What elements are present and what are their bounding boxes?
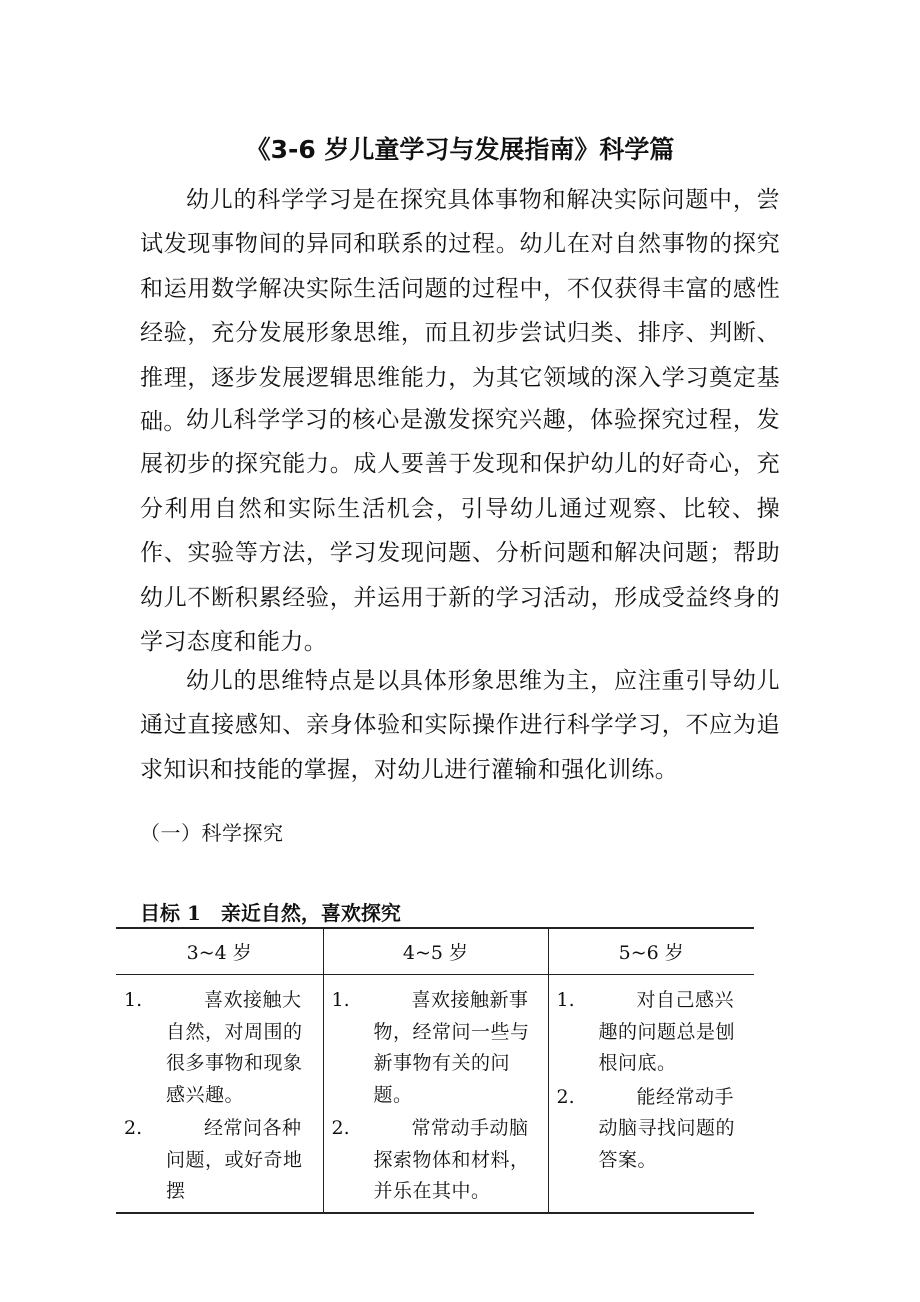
- goal-heading: [140, 899, 401, 927]
- item-number: 2.: [331, 1117, 350, 1139]
- item-number: 1.: [124, 989, 143, 1011]
- list-item: [557, 1082, 747, 1177]
- intro-paragraph-3: 幼儿的思维特点是以具体形象思维为主，应注重引导幼儿通过直接感知、亲身体验和实际操作进行科学学习，不应为追求知识和技能的掌握，对幼儿进行灌输和强化训练。: [140, 668, 780, 783]
- item-number: 2.: [124, 1117, 143, 1139]
- item-number: 2.: [556, 1085, 575, 1108]
- list-item: [557, 985, 747, 1080]
- intro-paragraph-1: 幼儿的科学学习是在探究具体事物和解决实际问题中，尝试发现事物间的异同和联系的过程。幼儿在对自然事物的探究和运用数学解决实际生活问题的过程中，不仅获得丰富的感性经验，充分发展形象思维，而且初步尝试归类、排序、判断、推理，逐步发展逻辑思维能力，为其它领域的深入学习奠定基础。: [140, 187, 780, 436]
- list-item: [332, 1113, 540, 1208]
- cell-age-5-6: [548, 975, 754, 1213]
- header-age-5-6: 5~6 岁: [548, 928, 754, 975]
- page-title: 《3-6 岁儿童学习与发展指南》科学篇: [245, 135, 675, 164]
- cell-age-4-5: [323, 975, 548, 1213]
- list-item: [332, 985, 540, 1111]
- item-text: 喜欢接触新事物，经常问一些与新事物有关的问题。: [373, 989, 530, 1106]
- item-text: 对自己感兴趣的问题总是刨根问底。: [598, 989, 736, 1074]
- age-goals-table: [116, 927, 754, 1214]
- list-item: [124, 985, 315, 1111]
- table-row: [116, 975, 754, 1213]
- header-age-4-5: 4~5 岁: [323, 928, 548, 975]
- item-text: 能经常动手动脑寻找问题的答案。: [598, 1085, 736, 1171]
- item-text: 常常动手动脑探索物体和材料，并乐在其中。: [373, 1117, 530, 1202]
- item-number: 1.: [556, 989, 575, 1011]
- item-number: 1.: [331, 989, 350, 1011]
- intro-paragraph-2: 幼儿科学学习的核心是激发探究兴趣，体验探究过程，发展初步的探究能力。成人要善于发现和保护幼儿的好奇心，充分利用自然和实际生活机会，引导幼儿通过观察、比较、操作、实验等方法，学习发现问题、分析问题和解决问题；帮助幼儿不断积累经验，并运用于新的学习活动，形成受益终身的学习态度和能力。: [140, 407, 780, 656]
- item-text: 经常问各种问题，或好奇地摆: [166, 1117, 303, 1202]
- goal-label: 目标 1: [140, 901, 201, 925]
- goal-text: 亲近自然，喜欢探究: [220, 901, 401, 925]
- cell-age-3-4: [116, 975, 323, 1213]
- section-heading: （一）科学探究: [140, 821, 284, 845]
- table-header-row: [116, 928, 754, 975]
- header-age-3-4: 3~4 岁: [116, 928, 323, 975]
- list-item: [124, 1113, 315, 1208]
- item-text: 喜欢接触大自然，对周围的很多事物和现象感兴趣。: [166, 989, 303, 1106]
